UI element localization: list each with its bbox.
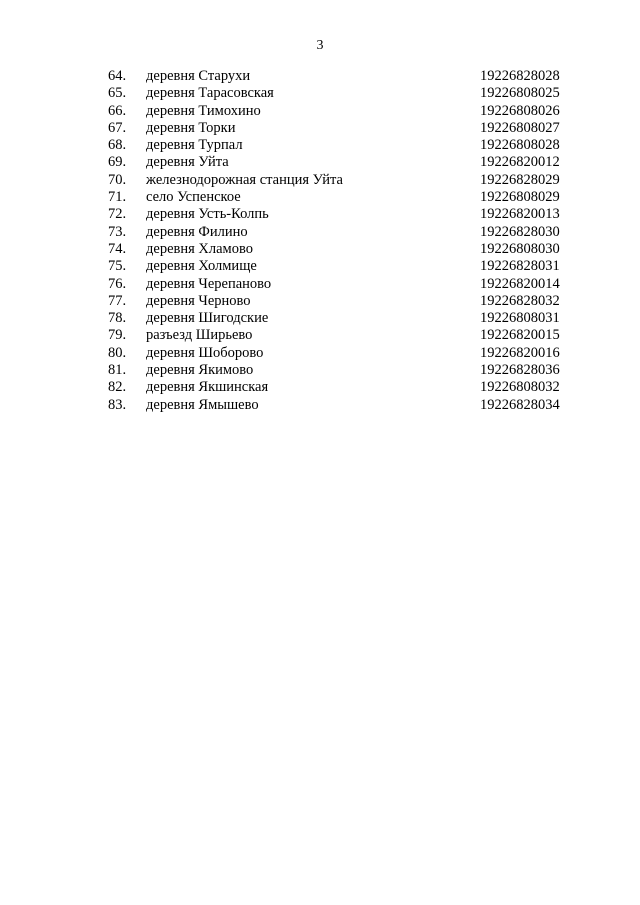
settlement-code: 19226828032 [480,292,560,309]
item-number: 66. [108,102,127,119]
settlement-name: деревня Торки [146,119,236,136]
item-number: 69. [108,154,127,171]
item-number: 80. [108,344,127,361]
settlement-name: деревня Якимово [146,362,254,379]
settlement-name: деревня Тимохино [146,102,261,119]
settlement-code: 19226828030 [480,223,560,240]
list-item [108,241,568,258]
item-number: 77. [108,292,127,309]
list-item [108,85,568,102]
item-number: 70. [108,171,127,188]
item-number: 83. [108,396,127,413]
settlement-name: деревня Ямышево [146,396,259,413]
settlement-name: деревня Холмище [146,258,257,275]
settlement-code: 19226828028 [480,68,560,84]
list-item [108,224,568,241]
settlement-code: 19226808030 [480,240,560,257]
settlement-code: 19226828029 [480,171,560,188]
settlement-name: железнодорожная станция Уйта [146,171,343,188]
list-item [108,154,568,171]
item-number: 71. [108,189,127,206]
settlement-name: деревня Старухи [146,68,251,84]
list-item [108,189,568,206]
list-item [108,206,568,223]
settlement-name: деревня Черново [146,292,251,309]
settlement-code: 19226820012 [480,154,560,171]
settlement-code: 19226828031 [480,258,560,275]
settlement-code: 19226808025 [480,85,560,102]
settlement-code: 19226808028 [480,137,560,154]
list-item [108,379,568,396]
settlement-code: 19226808032 [480,379,560,396]
list-item [108,103,568,120]
settlement-code: 19226808026 [480,102,560,119]
item-number: 76. [108,275,127,292]
settlement-name: деревня Уйта [146,154,229,171]
list-item [108,68,568,85]
item-number: 75. [108,258,127,275]
settlement-name: деревня Филино [146,223,248,240]
settlement-name: деревня Тарасовская [146,85,274,102]
settlement-code: 19226808029 [480,189,560,206]
settlement-list [108,68,568,414]
list-item [108,276,568,293]
list-item [108,397,568,414]
settlement-code: 19226828034 [480,396,560,413]
item-number: 74. [108,240,127,257]
item-number: 65. [108,85,127,102]
list-item [108,327,568,344]
settlement-code: 19226820014 [480,275,560,292]
item-number: 68. [108,137,127,154]
settlement-code: 19226820013 [480,206,560,223]
item-number: 82. [108,379,127,396]
list-item [108,258,568,275]
item-number: 67. [108,119,127,136]
list-item [108,362,568,379]
settlement-code: 19226808031 [480,310,560,327]
settlement-code: 19226820015 [480,327,560,344]
item-number: 79. [108,327,127,344]
item-number: 81. [108,362,127,379]
item-number: 73. [108,223,127,240]
settlement-name: деревня Хламово [146,240,253,257]
settlement-name: деревня Шоборово [146,344,264,361]
list-item [108,172,568,189]
list-item [108,137,568,154]
settlement-name: деревня Турпал [146,137,243,154]
settlement-name: разъезд Ширьево [146,327,253,344]
page-number: 3 [316,38,324,53]
item-number: 64. [108,68,127,84]
list-item [108,120,568,137]
list-item [108,310,568,327]
list-item [108,345,568,362]
settlement-name: село Успенское [146,189,241,206]
settlement-name: деревня Якшинская [146,379,269,396]
settlement-code: 19226828036 [480,362,560,379]
settlement-name: деревня Черепаново [146,275,272,292]
settlement-name: деревня Усть-Колпь [146,206,269,223]
list-item [108,293,568,310]
settlement-code: 19226808027 [480,119,560,136]
item-number: 78. [108,310,127,327]
settlement-code: 19226820016 [480,344,560,361]
item-number: 72. [108,206,127,223]
settlement-name: деревня Шигодские [146,310,269,327]
